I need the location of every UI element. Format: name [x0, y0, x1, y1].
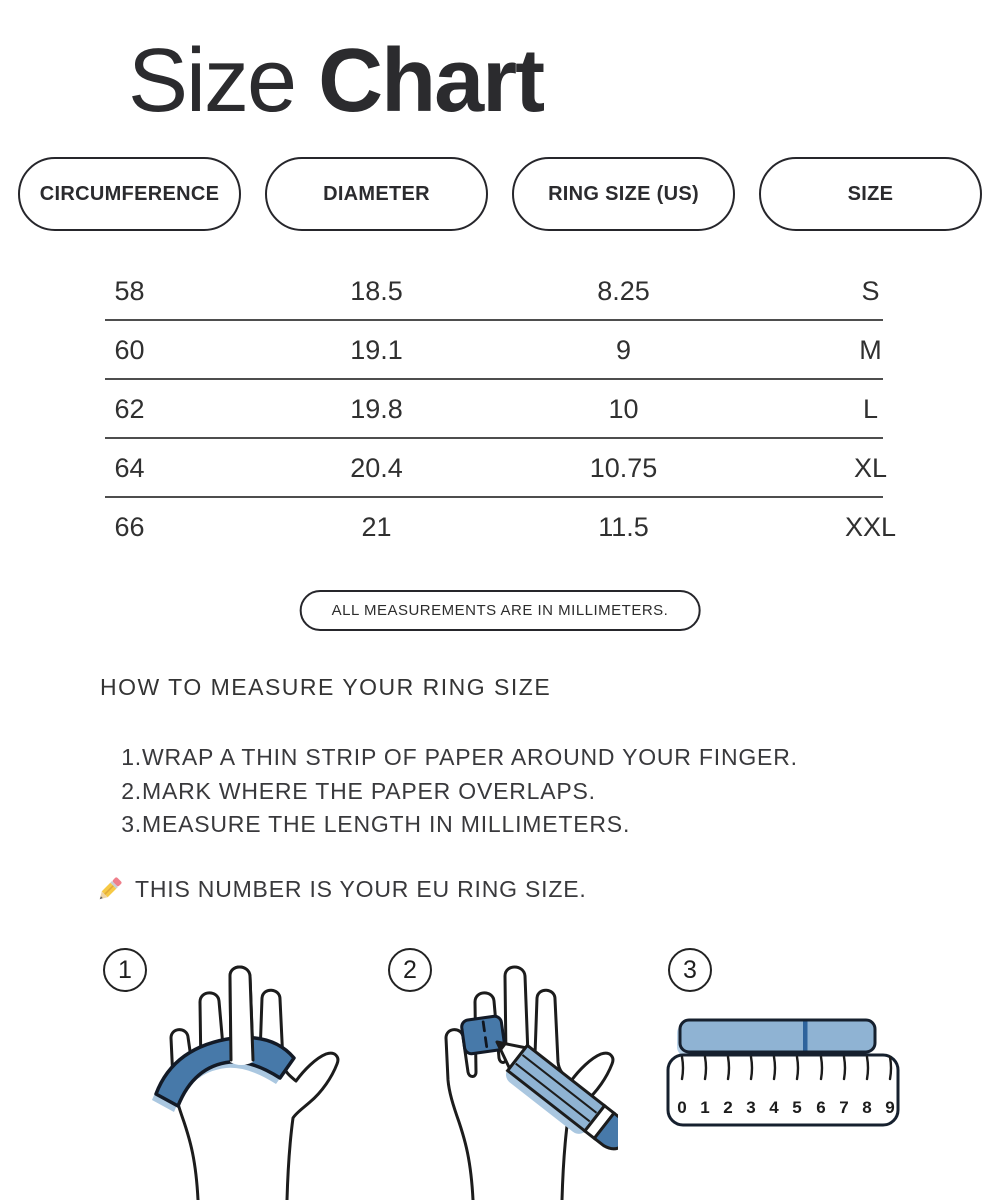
- cell-circumference: 60: [114, 335, 145, 365]
- table-row: [18, 321, 982, 380]
- cell-circumference: 64: [114, 453, 145, 483]
- ruler-number: 3: [746, 1098, 756, 1117]
- figure-2-badge: 2: [388, 948, 432, 992]
- cell-circumference: 66: [114, 512, 145, 542]
- page-title-bold: Chart: [318, 31, 544, 131]
- step-number: 3.: [121, 811, 142, 837]
- page-title: [128, 31, 544, 131]
- ruler-number: 1: [700, 1098, 710, 1117]
- cell-ring-size: 9: [615, 335, 632, 365]
- step-text: MARK WHERE THE PAPER OVERLAPS.: [142, 777, 596, 804]
- figure-1-badge: 1: [103, 948, 147, 992]
- howto-figures: [0, 935, 1000, 1200]
- ruler-illustration: [655, 1010, 905, 1135]
- cell-size: S: [861, 276, 880, 306]
- cell-ring-size: 10.75: [589, 453, 658, 483]
- table-row: [18, 262, 982, 321]
- cell-diameter: 21: [361, 512, 392, 542]
- step-text: WRAP A THIN STRIP OF PAPER AROUND YOUR FINGER.: [142, 744, 798, 770]
- cell-ring-size: 8.25: [597, 276, 650, 306]
- header-pill-size: SIZE: [759, 157, 982, 231]
- cell-size: L: [862, 394, 879, 424]
- title-space: [295, 31, 318, 131]
- cell-diameter: 19.1: [350, 335, 403, 365]
- units-note-pill: ALL MEASUREMENTS ARE IN MILLIMETERS.: [300, 590, 701, 631]
- cell-ring-size: 11.5: [598, 512, 649, 542]
- howto-step: [100, 808, 798, 842]
- cell-circumference: 58: [114, 276, 145, 306]
- table-row: [18, 498, 982, 557]
- ruler-number: 2: [723, 1098, 733, 1117]
- ruler-number: 5: [792, 1098, 802, 1117]
- page-title-light: Size: [128, 31, 296, 131]
- howto-step: [100, 775, 798, 809]
- cell-ring-size: 10: [608, 394, 639, 424]
- hand-marking-with-pencil-illustration: [413, 950, 618, 1200]
- howto-step: [100, 741, 798, 775]
- table-row: [18, 439, 982, 498]
- eu-size-note: [95, 874, 587, 904]
- cell-size: XXL: [844, 512, 897, 542]
- figure-3-badge: 3: [668, 948, 712, 992]
- step-text: MEASURE THE LENGTH IN MILLIMETERS.: [142, 811, 631, 837]
- cell-diameter: 20.4: [350, 453, 403, 483]
- header-pill-circumference: CIRCUMFERENCE: [18, 157, 241, 231]
- table-row: [18, 380, 982, 439]
- cell-circumference: 62: [114, 394, 145, 424]
- ruler-number: 4: [769, 1098, 779, 1117]
- howto-steps: [100, 741, 798, 842]
- eu-size-note-text: THIS NUMBER IS YOUR EU RING SIZE.: [135, 875, 587, 902]
- step-number: 1.: [121, 744, 142, 770]
- ruler-number: 8: [862, 1098, 872, 1117]
- pencil-icon: [95, 874, 125, 904]
- cell-diameter: 19.8: [350, 394, 403, 424]
- size-table: [18, 262, 982, 557]
- hand-with-paper-strip-illustration: [138, 950, 343, 1200]
- ruler-number: 0: [677, 1098, 687, 1117]
- step-number: 2.: [121, 777, 142, 804]
- header-pill-ring-size-us: RING SIZE (US): [512, 157, 735, 231]
- ruler-number: 9: [885, 1098, 895, 1117]
- cell-size: XL: [853, 453, 888, 483]
- cell-size: M: [859, 335, 882, 365]
- header-pill-diameter: DIAMETER: [265, 157, 488, 231]
- ruler-number: 6: [816, 1098, 826, 1117]
- howto-heading: HOW TO MEASURE YOUR RING SIZE: [100, 674, 552, 700]
- table-header-row: [18, 157, 982, 231]
- ruler-number: 7: [839, 1098, 849, 1117]
- cell-diameter: 18.5: [350, 276, 403, 306]
